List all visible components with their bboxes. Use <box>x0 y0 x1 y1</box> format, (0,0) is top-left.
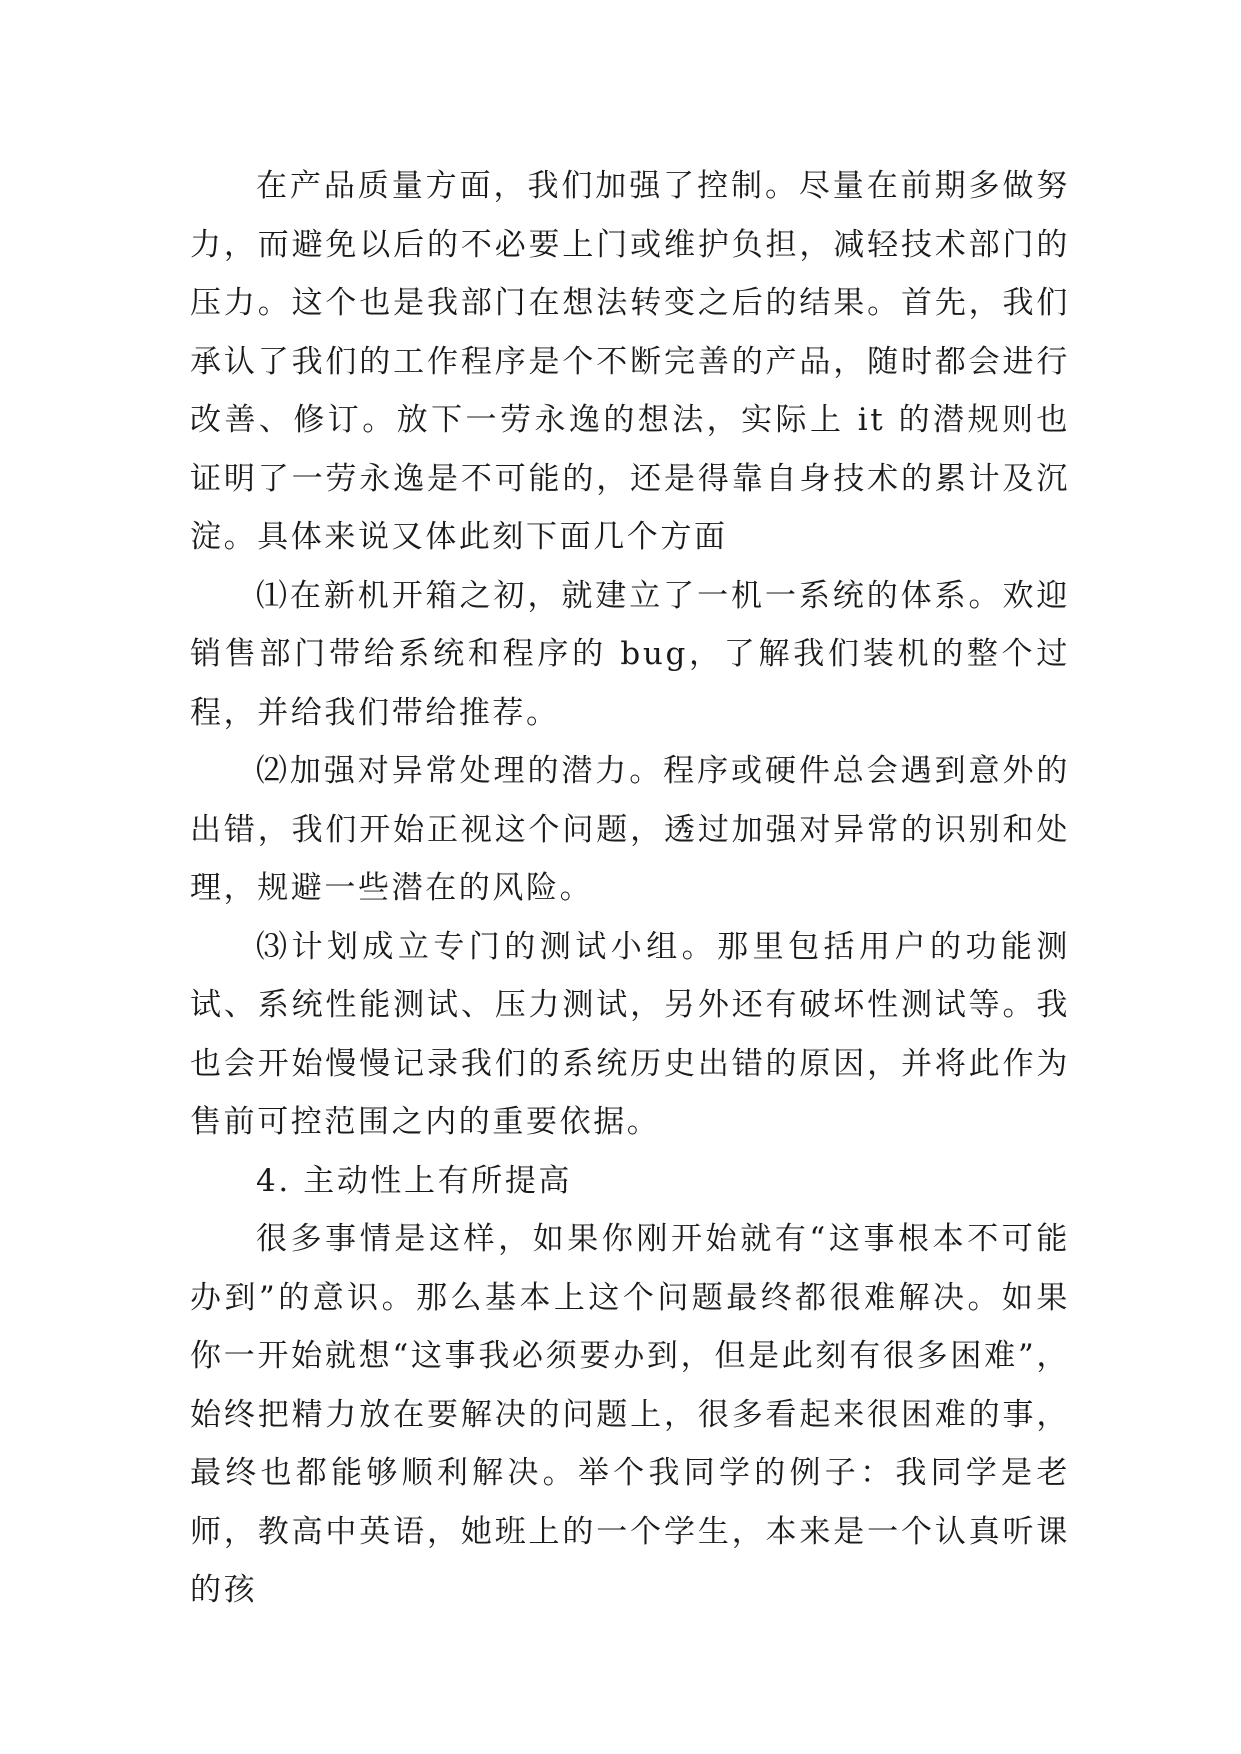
paragraph-item-2: ⑵加强对异常处理的潜力。程序或硬件总会遇到意外的出错，我们开始正视这个问题，透过加强对异常的识别和处理，规避一些潜在的风险。 <box>190 753 1070 906</box>
paragraph-initiative: 很多事情是这样，如果你刚开始就有“这事根本不可能办到”的意识。那么基本上这个问题最终都很难解决。如果你一开始就想“这事我必须要办到，但是此刻有很多困难”，始终把精力放在要解决的问题上，很多看起来很困难的事，最终也都能够顺利解决。举个我同学的例子：我同学是老师，教高中英语，她班上的一个学生，本来是一个认真听课的孩 <box>190 1221 1070 1608</box>
paragraph-item-1: ⑴在新机开箱之初，就建立了一机一系统的体系。欢迎销售部门带给系统和程序的 bug，了解我们装机的整个过程，并给我们带给推荐。 <box>190 577 1070 731</box>
paragraph-quality-control: 在产品质量方面，我们加强了控制。尽量在前期多做努力，而避免以后的不必要上门或维护负担，减轻技术部门的压力。这个也是我部门在想法转变之后的结果。首先，我们承认了我们的工作程序是个不断完善的产品，随时都会进行改善、修订。放下一劳永逸的想法，实际上 it 的潜规则也证明了一劳永逸是不可能的，还是得靠自身技术的累计及沉淀。具体来说又体此刻下面几个方面 <box>190 168 1070 555</box>
section-heading: 4. 主动性上有所提高 <box>256 1162 573 1199</box>
document-body <box>190 157 1070 1620</box>
paragraph-item-3: ⑶计划成立专门的测试小组。那里包括用户的功能测试、系统性能测试、压力测试，另外还有破坏性测试等。我也会开始慢慢记录我们的系统历史出错的原因，并将此作为售前可控范围之内的重要依据。 <box>190 928 1070 1140</box>
